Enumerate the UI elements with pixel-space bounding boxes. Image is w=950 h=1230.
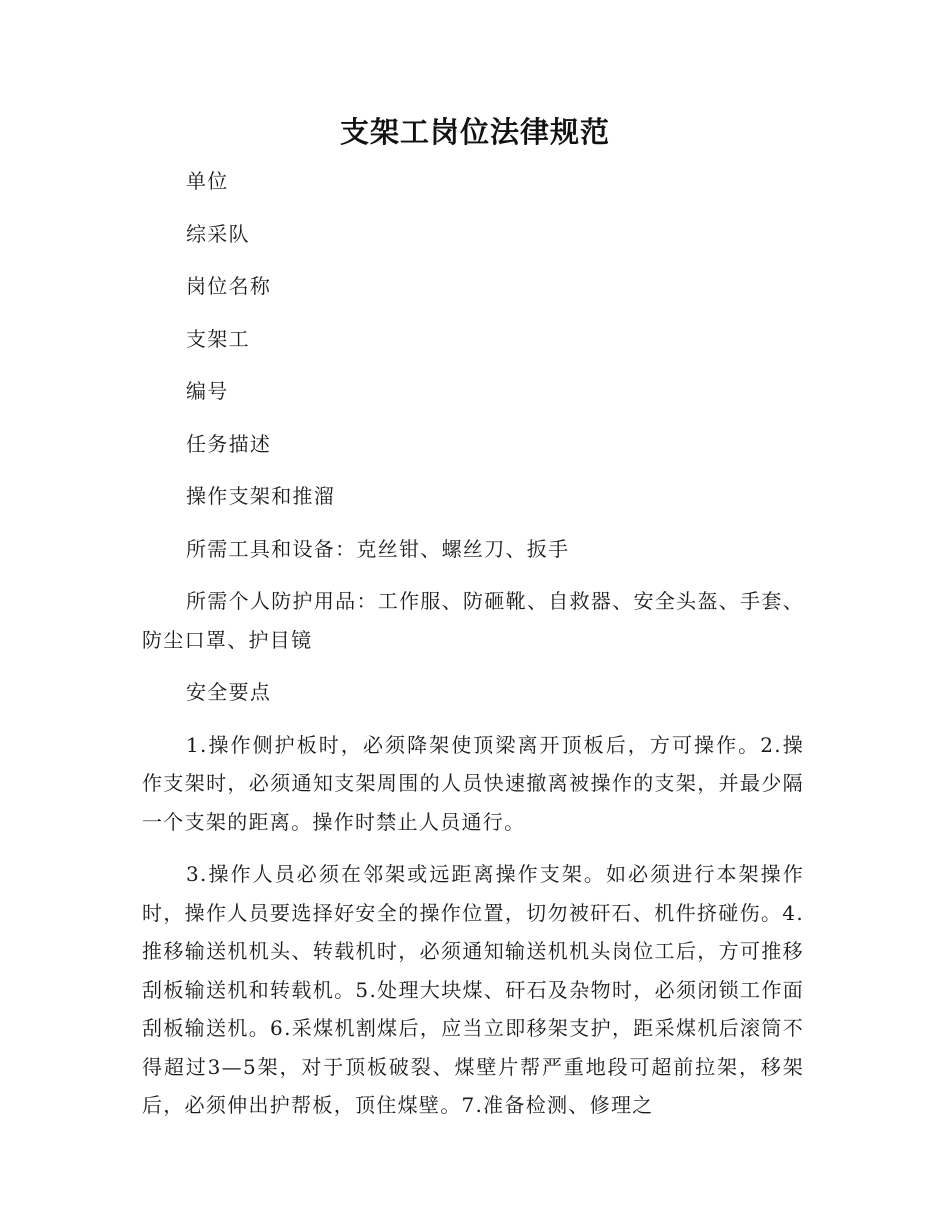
document-title: 支架工岗位法律规范 bbox=[339, 115, 610, 149]
paragraph-task-value: 操作支架和推溜 bbox=[186, 484, 336, 508]
paragraph-protective-equipment: 所需个人防护用品：工作服、防砸靴、自救器、安全头盔、手套、防尘口罩、护目镜 bbox=[142, 589, 804, 652]
paragraph-number-label: 编号 bbox=[186, 379, 229, 403]
paragraph-unit-value: 综采队 bbox=[186, 221, 250, 246]
paragraph-safety-heading: 安全要点 bbox=[186, 680, 272, 704]
paragraph-position-value: 支架工 bbox=[186, 326, 250, 351]
paragraph-safety-points-2: 3.操作人员必须在邻架或远距离操作支架。如必须进行本架操作时，操作人员要选择好安全的操作位置，切勿被矸石、机件挤碰伤。4.推移输送机机头、转载机时，必须通知输送机机头岗位工后，方可推移刮板输送机和转载机。5.处理大块煤、矸石及杂物时，必须闭锁工作面刮板输送机。6.采煤机割煤后，应当立即移架支护，距采煤机后滚筒不得超过3—5架，对于顶板破裂、煤壁片帮严重地段可超前拉架，移架后，必须伸出护帮板，顶住煤壁。7.准备检测、修理之 bbox=[142, 862, 804, 1117]
paragraph-position-label: 岗位名称 bbox=[186, 274, 272, 298]
paragraph-safety-points-1: 1.操作侧护板时，必须降架使顶梁离开顶板后，方可操作。2.操作支架时，必须通知支架周围的人员快速撤离被操作的支架，并最少隔一个支架的距离。操作时禁止人员通行。 bbox=[142, 732, 804, 834]
paragraph-tools: 所需工具和设备：克丝钳、螺丝刀、扳手 bbox=[186, 536, 570, 561]
paragraph-task-label: 任务描述 bbox=[186, 431, 272, 456]
paragraph-unit-label: 单位 bbox=[186, 169, 229, 193]
document-body bbox=[142, 162, 804, 1139]
